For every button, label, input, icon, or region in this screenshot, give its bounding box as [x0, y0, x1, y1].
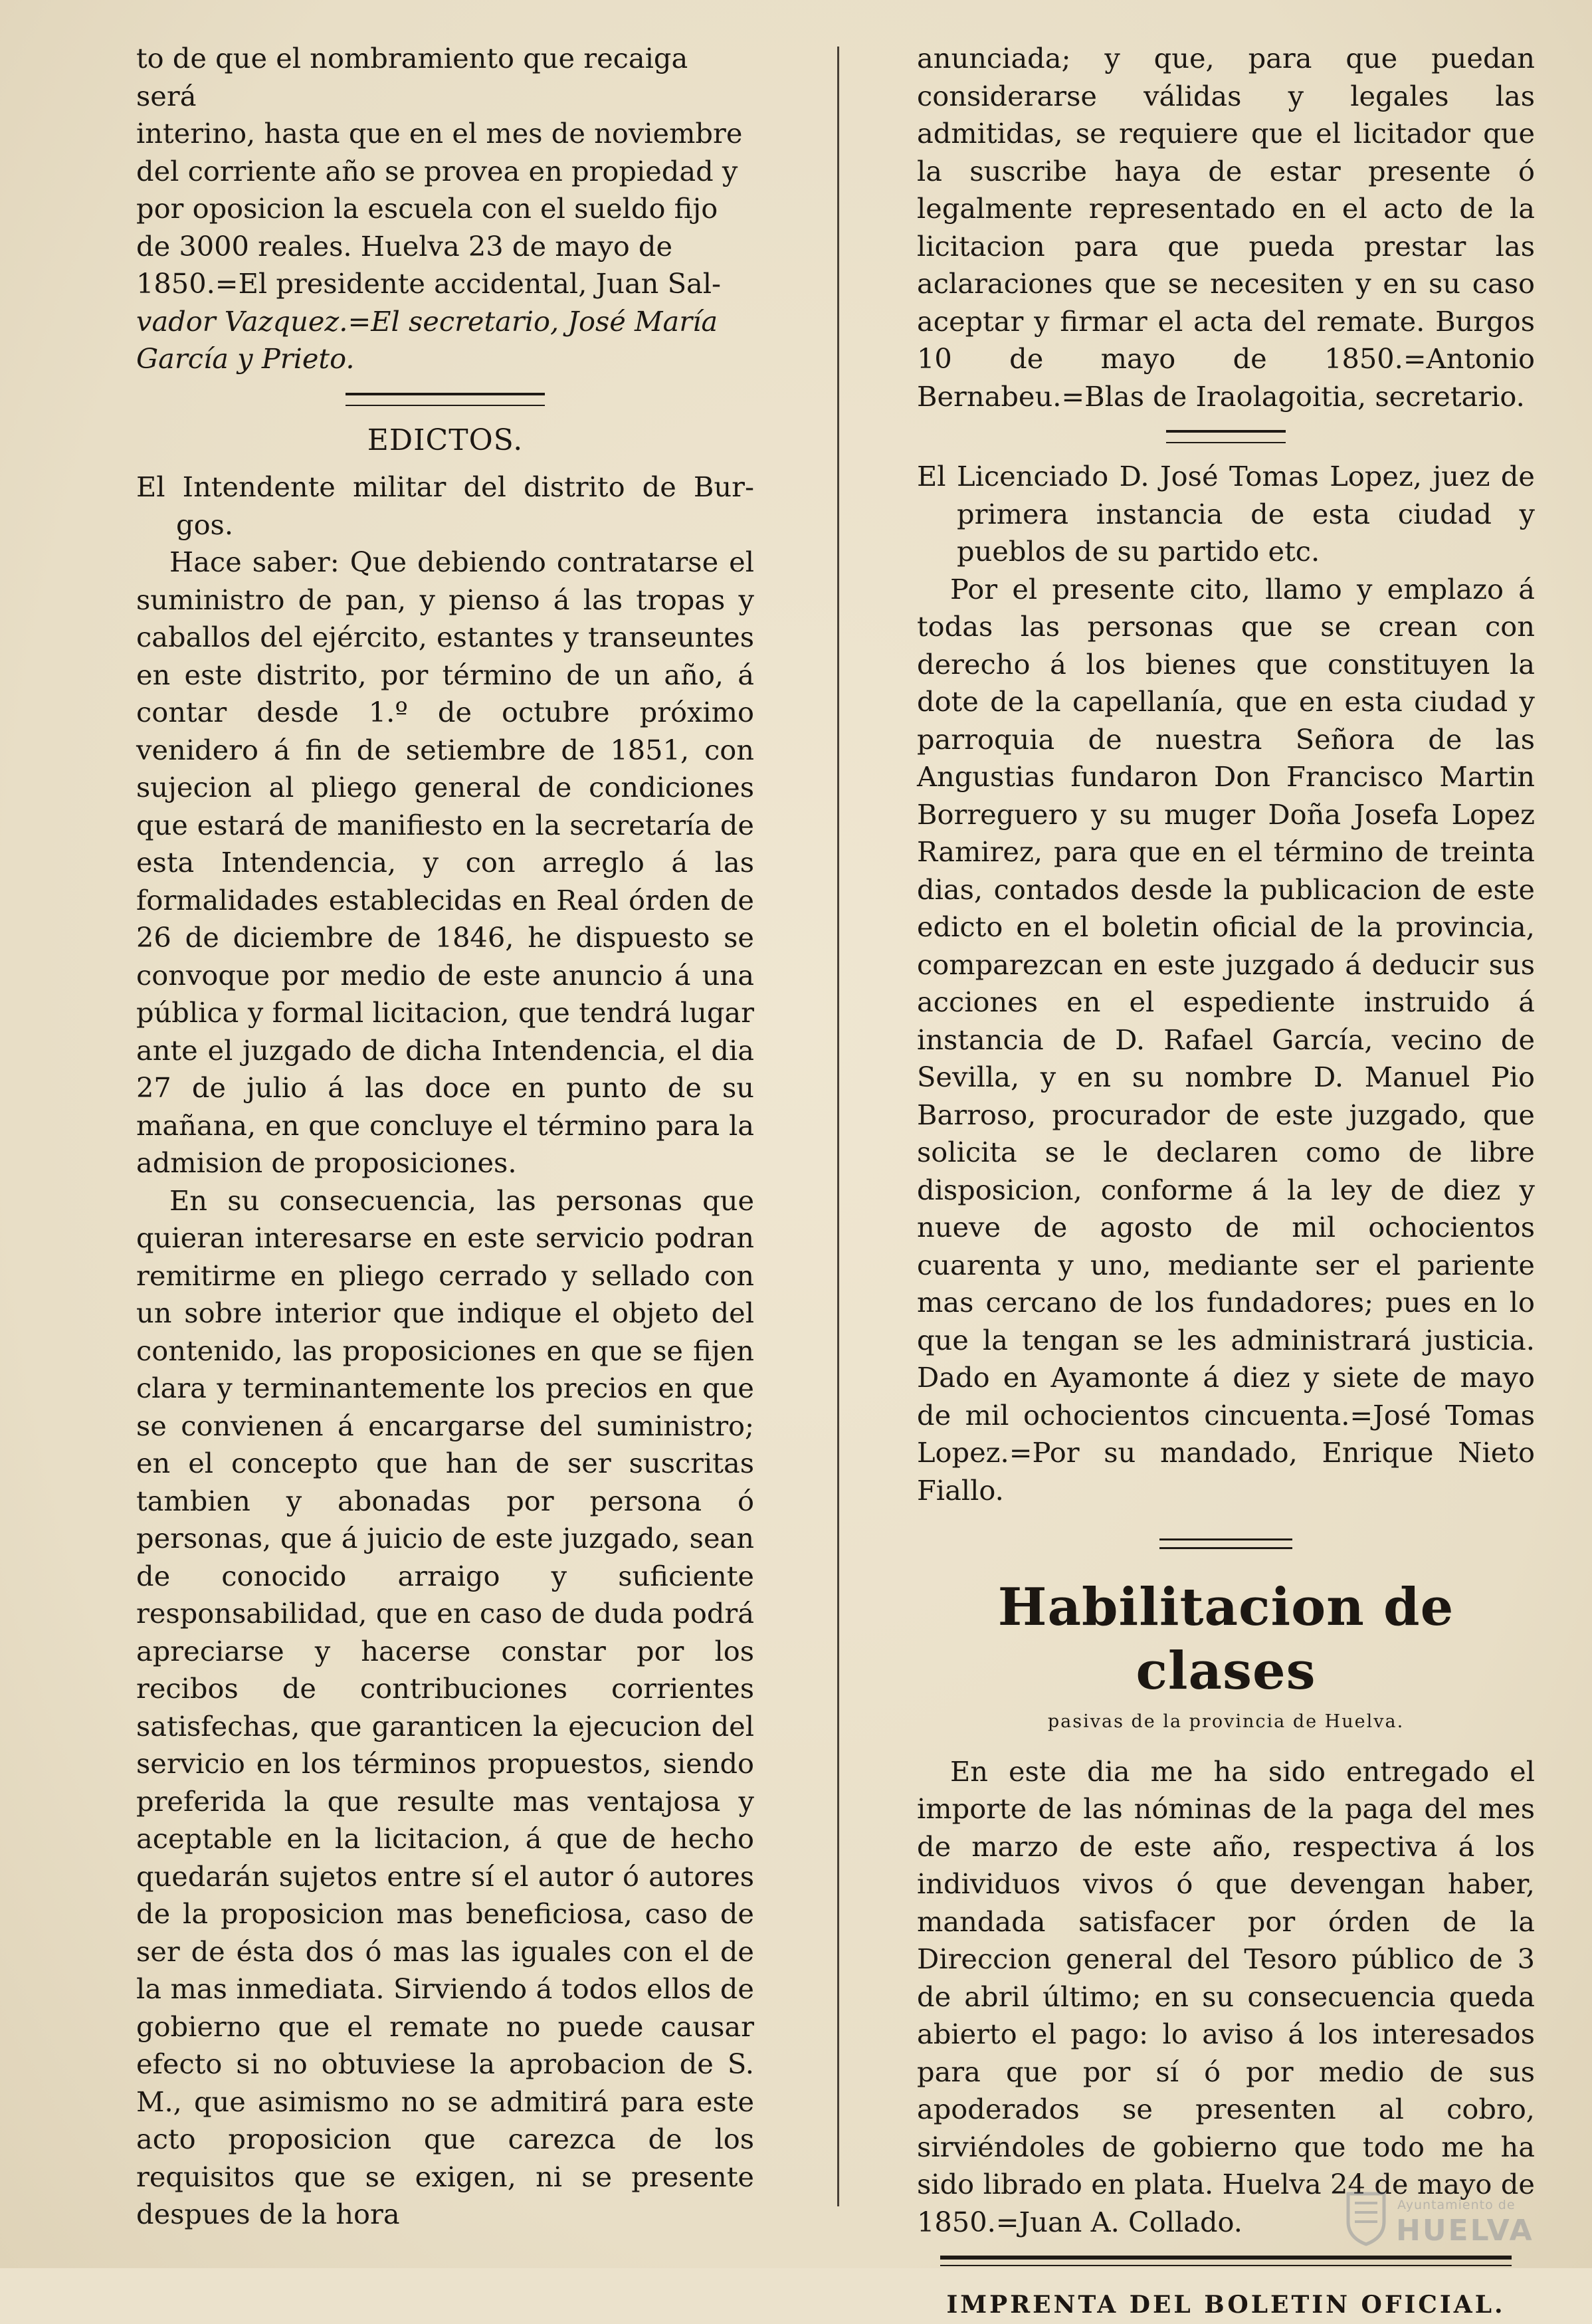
right-column — [917, 40, 1535, 2324]
footer-divider — [940, 2256, 1512, 2266]
section-divider — [1166, 430, 1286, 443]
intro-line: García y Prieto. — [136, 342, 355, 375]
judge-title: El Licenciado D. José Tomas Lopez, juez de primera instancia de esta ciudad y pueblos de su partido etc. — [917, 460, 1535, 568]
judge-edict: Por el presente cito, llamo y emplazo á todas las personas que se crean con derecho á los bienes que constituyen la dote de la capellanía, que en esta ciudad y parroquia de nuestra Señora de las Angustias fundaron Don Francisco Martin Borreguero y su muger Doña Josefa Lopez Ramirez, para que en el término de treinta dias, contados desde la publicacion de este edicto en el boletin oficial de la provincia, comparezcan en este juzgado á deducir sus acciones en el espediente instruido á instancia de D. Rafael García, vecino de Sevilla, y en su nombre D. Manuel Pio Barroso, procurador de este juzgado, que solicita se le declaren como de libre disposicion, conforme á la ley de diez y nueve de agosto de mil ochocientos cuarenta y uno, mediante ser el pariente mas cercano de los fundadores; pues en lo que la tengan se les administrará justicia. Dado en Ayamonte á diez y siete de mayo de mil ochocientos cincuenta.=José Tomas Lopez.=Por su mandado, Enrique Nieto Fiallo. — [917, 572, 1535, 1507]
edict-title: El Intendente militar del distrito de Bur-gos. — [136, 471, 754, 541]
edict-paragraph: Hace saber: Que debiendo contratarse el suministro de pan, y pienso á las tropas y caballos del ejército, estantes y transeuntes en este distrito, por término de un año, á contar desde 1.º de octubre próximo venidero á fin de setiembre de 1851, con sujecion al pliego general de condiciones que estará de manifiesto en la secretaría de esta Intendencia, y con arreglo á las formalidades establecidas en Real órden de 26 de diciembre de 1846, he dispuesto se convoque por medio de este anuncio á una pública y formal licitacion, que tendrá lugar ante el juzgado de dicha Intendencia, el dia 27 de julio á las doce en punto de su mañana, en que concluye el término para la admision de proposiciones. — [136, 546, 754, 1179]
edict-continuation: anunciada; y que, para que puedan considerarse válidas y legales las admitidas, se requiere que el licitador que la suscribe haya de estar presente ó legalmente representado en el acto de la licitacion para que pueda prestar las aclaraciones que se necesiten y en su caso aceptar y firmar el acta del remate. Burgos 10 de mayo de 1850.=Antonio Bernabeu.=Blas de Iraolagoitia, secretario. — [917, 42, 1535, 413]
intro-line: 1850.=El presidente accidental, Juan Sal- — [136, 267, 722, 300]
intro-line: por oposicion la escuela con el sueldo fijo — [136, 192, 718, 225]
column-separator — [837, 47, 839, 2206]
printer-imprint: IMPRENTA DEL BOLETIN OFICIAL. — [946, 2291, 1506, 2319]
watermark-logo — [1343, 2190, 1555, 2250]
notice-paragraph: En este dia me ha sido entregado el importe de las nóminas de la paga del mes de marzo de este año, respectiva á los individuos vivos ó que devengan haber, mandada satisfacer por órden de la Direccion general del Tesoro público de 3 de abril último; en su consecuencia queda abierto el pago: lo aviso á los interesados para que por sí ó por medio de sus apoderados se presenten al cobro, sirviéndoles de gobierno que todo me ha sido librado en plata. Huelva 24 de mayo de 1850.=Juan A. Collado. — [917, 1754, 1535, 2238]
left-column — [136, 40, 754, 2234]
shield-icon — [1343, 2190, 1389, 2247]
edict-paragraph: En su consecuencia, las personas que quieran interesarse en este servicio podran remitirme en pliego cerrado y sellado con un sobre interior que indique el objeto del contenido, las proposiciones en que se fijen clara y terminantemente los precios en que se convienen á encargarse del suministro; en el concepto que han de ser suscritas tambien y abonadas por persona ó personas, que á juicio de este juzgado, sean de conocido arraigo y suficiente responsabilidad, que en caso de duda podrá apreciarse y hacerse constar por los recibos de contribuciones corrientes satisfechas, que garanticen la ejecucion del servicio en los términos propuestos, siendo preferida la que resulte mas ventajosa y aceptable en la licitacion, á que de hecho quedarán sujetos entre sí el autor ó autores de la proposicion mas beneficiosa, caso de ser de ésta dos ó mas las iguales con el de la mas inmediata. Sirviendo á todos ellos de gobierno que el remate no puede causar efecto si no obtuviese la aprobacion de S. M., que asimismo no se admitirá para este acto proposicion que carezca de los requisitos que se exigen, ni se presente despues de la hora — [136, 1184, 754, 2230]
intro-line: vador Vazquez.=El secretario, José María — [136, 304, 718, 338]
watermark-org: Ayuntamiento de — [1397, 2198, 1516, 2212]
section-divider — [346, 393, 545, 406]
section-heading: EDICTOS. — [367, 423, 524, 457]
intro-line: de 3000 reales. Huelva 23 de mayo de — [136, 229, 673, 263]
section-divider — [1159, 1538, 1292, 1549]
intro-line: to de que el nombramiento que recaiga será — [136, 42, 688, 112]
watermark-name: HUELVA — [1396, 2214, 1534, 2248]
intro-line: del corriente año se provea en propiedad y — [136, 154, 738, 187]
notice-title: Habilitacion de clases — [997, 1577, 1454, 1701]
notice-subtitle: pasivas de la provincia de Huelva. — [1047, 1711, 1405, 1732]
intro-line: interino, hasta que en el mes de noviembre — [136, 117, 743, 150]
